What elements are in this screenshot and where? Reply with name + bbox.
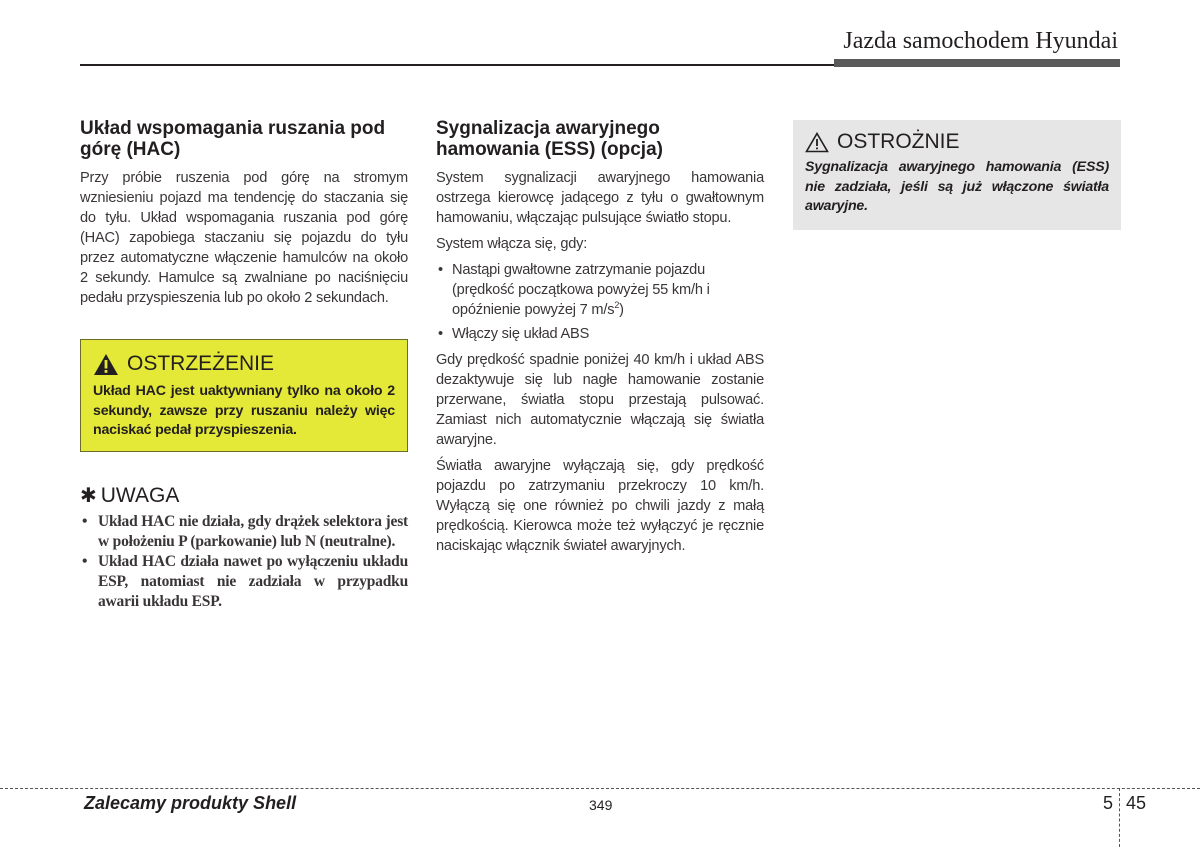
warning-triangle-icon bbox=[93, 353, 119, 376]
caution-text: Sygnalizacja awaryjnego hamowania (ESS) nie zadziała, jeśli są już włączone światła awaryjne. bbox=[805, 159, 1109, 214]
ess-bullet: • Włączy się układ ABS bbox=[438, 326, 590, 342]
ess-paragraph-4: Światła awaryjne wyłączają się, gdy prędkość pojazdu po zatrzymaniu przekroczy 10 km/h. Wyłączą się one również po chwili jazdy z małą prędkością. Kierowca może też wyłączyć je ręcznie naciskając włącznik świateł awaryjnych. bbox=[436, 458, 764, 554]
ess-paragraph-3: Gdy prędkość spadnie poniżej 40 km/h i układ ABS dezaktywuje się lub nagłe hamowanie zostanie przerwane, światła stopu przestają pulsować. Zamiast nich automatycznie włączają się światła awaryjne. bbox=[436, 352, 764, 448]
footer-rule bbox=[0, 788, 1200, 789]
warning-box bbox=[80, 339, 408, 452]
page-header-title: Jazda samochodem Hyundai bbox=[843, 28, 1118, 54]
ess-bullet-tail: ) bbox=[619, 302, 624, 318]
asterisk-icon: ✱ bbox=[80, 485, 97, 507]
footer-divider bbox=[1119, 788, 1120, 847]
ess-bullet-text: Włączy się układ ABS bbox=[452, 326, 590, 342]
hac-body: Przy próbie ruszenia pod górę na stromym wzniesieniu pojazd ma tendencję do staczania się do tyłu. Układ wspomagania ruszania pod górę (HAC) zapobiega staczaniu się pojazdu do tyłu przez automatyczne włączenie hamulców na około 2 sekundy. Hamulce są zwalniane po naciśnięciu pedału przyspieszenia lub po około 2 sekundach. bbox=[80, 170, 408, 306]
note-section bbox=[80, 484, 408, 618]
note-item-text: Układ HAC nie działa, gdy drążek selektora jest w położeniu P (parkowanie) lub N (neutralne). bbox=[98, 513, 408, 550]
footer-section-page: 45 bbox=[1126, 793, 1147, 813]
ess-paragraph-2: System włącza się, gdy: bbox=[436, 236, 588, 252]
footer-section-number: 5 bbox=[1103, 793, 1114, 813]
note-item-text: Układ HAC działa nawet po wyłączeniu układu ESP, natomiast nie zadziała w przypadku awarii układu ESP. bbox=[98, 553, 408, 610]
note-item: • Układ HAC działa nawet po wyłączeniu układu ESP, natomiast nie zadziała w przypadku awarii układu ESP. bbox=[82, 553, 408, 610]
column-2 bbox=[436, 118, 764, 562]
caution-triangle-icon bbox=[805, 132, 829, 153]
ess-bullet: • Nastąpi gwałtowne zatrzymanie pojazdu (prędkość początkowa powyżej 55 km/h i opóźnienie powyżej 7 $m/s^2$) bbox=[438, 262, 710, 318]
ess-paragraph-1: System sygnalizacji awaryjnego hamowania ostrzega kierowcę jadącego z tyłu o gwałtownym hamowaniu, włączając pulsujące światło stopu. bbox=[436, 170, 764, 226]
caution-title: OSTROŻNIE bbox=[837, 130, 960, 153]
column-1 bbox=[80, 118, 408, 314]
header-accent-bar bbox=[834, 59, 1120, 67]
footer-brand: Zalecamy produkty Shell bbox=[84, 793, 297, 813]
warning-text: Układ HAC jest uaktywniany tylko na około 2 sekundy, zawsze przy ruszaniu należy więc naciskać pedał przyspieszenia. bbox=[93, 383, 395, 438]
warning-title: OSTRZEŻENIE bbox=[127, 352, 275, 375]
note-item: • Układ HAC nie działa, gdy drążek selektora jest w położeniu P (parkowanie) lub N (neutralne). bbox=[82, 513, 408, 550]
footer-page-number: 349 bbox=[589, 797, 613, 813]
ess-heading: Sygnalizacja awaryjnego hamowania (ESS) (opcja) bbox=[436, 118, 663, 160]
ess-bullet-text: Nastąpi gwałtowne zatrzymanie pojazdu (prędkość początkowa powyżej 55 km/h i opóźnienie powyżej 7 m/s bbox=[452, 262, 710, 318]
caution-box bbox=[793, 120, 1121, 230]
ess-bullet-sup: 2 bbox=[614, 300, 620, 311]
hac-heading: Układ wspomagania ruszania pod górę (HAC) bbox=[80, 118, 386, 160]
note-title: UWAGA bbox=[100, 484, 180, 507]
